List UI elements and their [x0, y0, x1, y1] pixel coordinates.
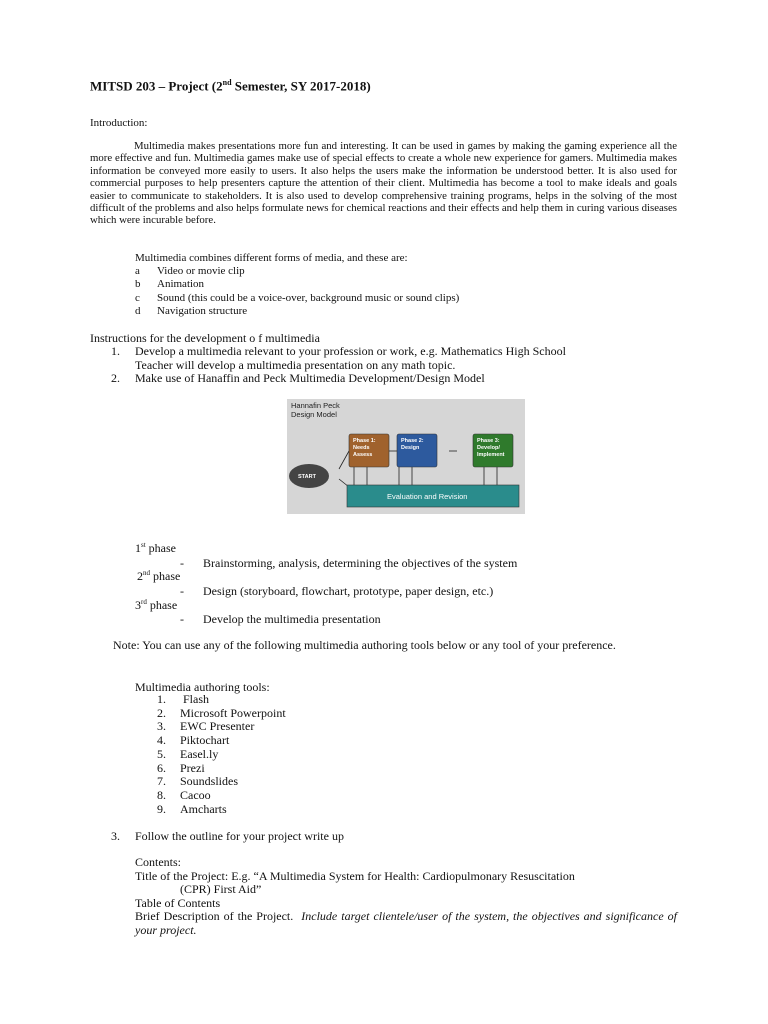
introduction-paragraph: Multimedia makes presentations more fun and interesting. It can be used in games by making the gaming experience all the more effective and fun. Multimedia games make use of special effects to create a whole new experience for gamers. Multimedia makes information be conveyed more easily to users. It also helps the users make the information be understood better. It is also used for commercial purposes to help presenters capture the attention of their client. Multimedia has become a tool to make ideals and goals easier to communicate to stakeholders. It is also used to develop comprehensive training programs, helps in the solving of the most difficult of the problems and also helps formulate news for chemical reactions and their effects and help them in curing various diseases which were incurable before. [90, 140, 677, 227]
phase-3-description: - Develop the multimedia presentation [180, 612, 381, 626]
phase-3-label: 3rd phase [135, 598, 178, 612]
list-item: 5. Easel.ly [157, 746, 219, 761]
authoring-tools-list [157, 693, 286, 816]
instruction-item-3: 3. Follow the outline for your project write up [111, 829, 344, 843]
authoring-tools-heading: Multimedia authoring tools: [135, 680, 270, 694]
phase3-text-1: Phase 3: [477, 438, 500, 444]
evaluation-text: Evaluation and Revision [387, 492, 468, 501]
list-item: 1. Flash [157, 692, 210, 706]
diagram-label: Hannafin Peck Design Model [291, 401, 340, 419]
list-item: c Sound (this could be a voice-over, background music or sound clips) [135, 291, 460, 304]
table-of-contents-item: Table of Contents [135, 895, 221, 910]
list-item: 3. EWC Presenter [157, 719, 255, 734]
start-text: START [298, 474, 316, 480]
phase-2-label: 2nd phase [137, 569, 181, 583]
list-item: 7. Soundslides [157, 774, 239, 789]
list-item: a Video or movie clip [135, 265, 245, 277]
media-forms-list [135, 265, 459, 319]
hannafin-peck-diagram [287, 399, 525, 514]
document-title: MITSD 203 – Project (2nd Semester, SY 2017-2018) [90, 78, 371, 94]
phase-1-label: 1st phase [135, 541, 176, 555]
phase3-text-2: Develop/ [477, 445, 500, 451]
instruction-item-2: 2. Make use of Hanaffin and Peck Multimedia Development/Design Model [111, 371, 485, 385]
contents-heading: Contents: [135, 855, 182, 869]
list-item: 6. Prezi [157, 760, 205, 775]
phase2-text-1: Phase 2: [401, 438, 424, 444]
phase3-text-3: Implement [477, 452, 505, 458]
project-title-continuation: (CPR) First Aid” [180, 882, 262, 897]
phase1-text-2: Needs [353, 445, 370, 451]
phase2-text-2: Design [401, 445, 420, 451]
instructions-heading: Instructions for the development o f multimedia [90, 331, 320, 345]
brief-description-item: Brief Description of the Project. Include target clientele/user of the system, the objectives and significance of your project. [135, 909, 677, 937]
media-forms-intro: Multimedia combines different forms of media, and these are: [135, 252, 408, 264]
instruction-number-1: 1. [111, 344, 120, 358]
list-item: 8. Cacoo [157, 787, 211, 802]
note-paragraph: Note: You can use any of the following multimedia authoring tools below or any tool of your preference. [113, 638, 616, 652]
phase1-text-1: Phase 1: [353, 438, 376, 444]
contents-section [135, 856, 677, 938]
introduction-label: Introduction: [90, 117, 148, 129]
phase-1-description: - Brainstorming, analysis, determining the objectives of the system [180, 556, 518, 570]
list-item: d Navigation structure [135, 305, 248, 318]
list-item: b Animation [135, 278, 205, 291]
phase-2-description: - Design (storyboard, flowchart, prototype, paper design, etc.) [180, 584, 494, 598]
phase1-text-3: Assess [353, 452, 373, 458]
instruction-item-1: Develop a multimedia relevant to your profession or work, e.g. Mathematics High School Teacher will develop a multimedia presentation on any math topic. [135, 344, 566, 372]
list-item: 4. Piktochart [157, 733, 230, 748]
list-item: 2. Microsoft Powerpoint [157, 705, 286, 720]
project-title-line: Title of the Project: E.g. “A Multimedia System for Health: Cardiopulmonary Resuscitation [135, 868, 575, 883]
list-item: 9. Amcharts [157, 801, 227, 816]
